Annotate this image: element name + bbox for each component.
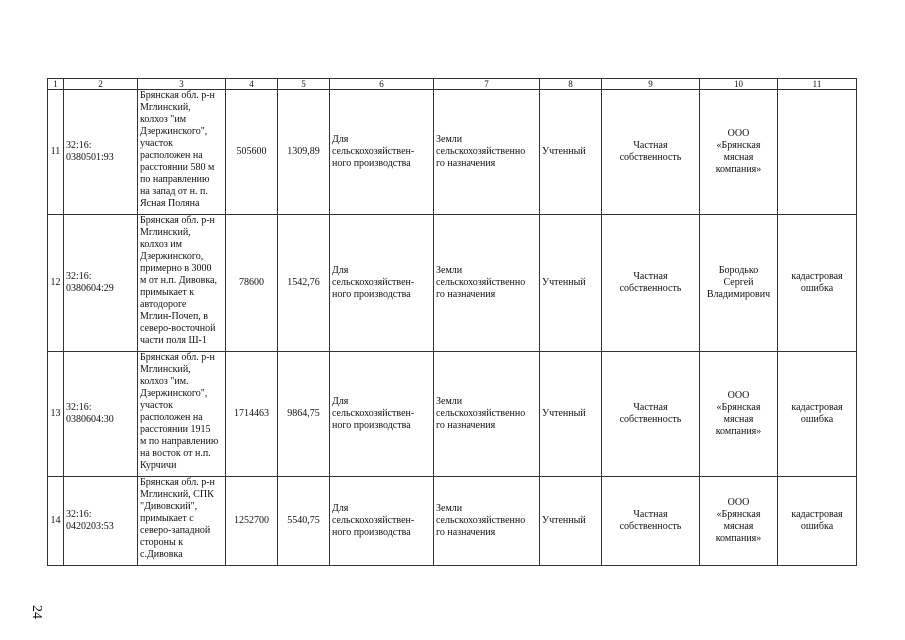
plot-area: 1252700 (226, 477, 278, 566)
registration-status: Учтенный (540, 215, 602, 352)
column-number: 4 (226, 79, 278, 90)
table-row (48, 352, 857, 477)
cadastral-number: 32:16: 0380604:29 (64, 215, 138, 352)
plot-area: 1714463 (226, 352, 278, 477)
land-category: Земли сельскохозяйственно го назначения (434, 90, 540, 215)
land-category: Земли сельскохозяйственно го назначения (434, 352, 540, 477)
cadastral-number: 32:16: 0380501:93 (64, 90, 138, 215)
registration-status: Учтенный (540, 477, 602, 566)
cadastral-value: 5540,75 (278, 477, 330, 566)
permitted-use: Для сельскохозяйствен- ного производства (330, 477, 434, 566)
plot-area: 505600 (226, 90, 278, 215)
table-row (48, 477, 857, 566)
registration-status: Учтенный (540, 352, 602, 477)
cadastral-number: 32:16: 0420203:53 (64, 477, 138, 566)
column-number: 1 (48, 79, 64, 90)
table-row (48, 90, 857, 215)
cadastral-value: 1309,89 (278, 90, 330, 215)
column-number: 6 (330, 79, 434, 90)
ownership-type: Частная собственность (602, 90, 700, 215)
column-number: 10 (700, 79, 778, 90)
note: кадастровая ошибка (778, 477, 857, 566)
land-category: Земли сельскохозяйственно го назначения (434, 477, 540, 566)
note (778, 90, 857, 215)
plot-location: Брянская обл. р-н Мглинский, колхоз им Дзержинского, примерно в 3000 м от н.п. Дивовка, примыкает к автодороге Мглин-Почеп, в северо-восточной части поля Ш-1 (138, 215, 226, 352)
row-number: 11 (48, 90, 64, 215)
row-number: 13 (48, 352, 64, 477)
plot-location: Брянская обл. р-н Мглинский, СПК "Дивовский", примыкает с северо-западной стороны к с.Дивовка (138, 477, 226, 566)
page-number: 24 (29, 605, 44, 619)
cadastral-value: 9864,75 (278, 352, 330, 477)
column-number: 11 (778, 79, 857, 90)
ownership-type: Частная собственность (602, 215, 700, 352)
table-row (48, 215, 857, 352)
note: кадастровая ошибка (778, 215, 857, 352)
permitted-use: Для сельскохозяйствен- ного производства (330, 90, 434, 215)
plot-location: Брянская обл. р-н Мглинский, колхоз "им Дзержинского", участок расположен на расстоянии 580 м по направлению на запад от н. п. Ясная Поляна (138, 90, 226, 215)
owner-name: Бородько Сергей Владимирович (700, 215, 778, 352)
column-number: 8 (540, 79, 602, 90)
column-number: 2 (64, 79, 138, 90)
land-category: Земли сельскохозяйственно го назначения (434, 215, 540, 352)
registration-status: Учтенный (540, 90, 602, 215)
land-plots-table (47, 78, 857, 566)
owner-name: ООО «Брянская мясная компания» (700, 90, 778, 215)
permitted-use: Для сельскохозяйствен- ного производства (330, 352, 434, 477)
owner-name: ООО «Брянская мясная компания» (700, 352, 778, 477)
column-number: 9 (602, 79, 700, 90)
permitted-use: Для сельскохозяйствен- ного производства (330, 215, 434, 352)
plot-area: 78600 (226, 215, 278, 352)
ownership-type: Частная собственность (602, 477, 700, 566)
row-number: 14 (48, 477, 64, 566)
cadastral-value: 1542,76 (278, 215, 330, 352)
column-number-row (48, 79, 857, 90)
row-number: 12 (48, 215, 64, 352)
cadastral-number: 32:16: 0380604:30 (64, 352, 138, 477)
ownership-type: Частная собственность (602, 352, 700, 477)
column-number: 5 (278, 79, 330, 90)
plot-location: Брянская обл. р-н Мглинский, колхоз "им. Дзержинского", участок расположен на расстоянии 1915 м по направлению на восток от н.п. Курчичи (138, 352, 226, 477)
owner-name: ООО «Брянская мясная компания» (700, 477, 778, 566)
column-number: 3 (138, 79, 226, 90)
note: кадастровая ошибка (778, 352, 857, 477)
column-number: 7 (434, 79, 540, 90)
